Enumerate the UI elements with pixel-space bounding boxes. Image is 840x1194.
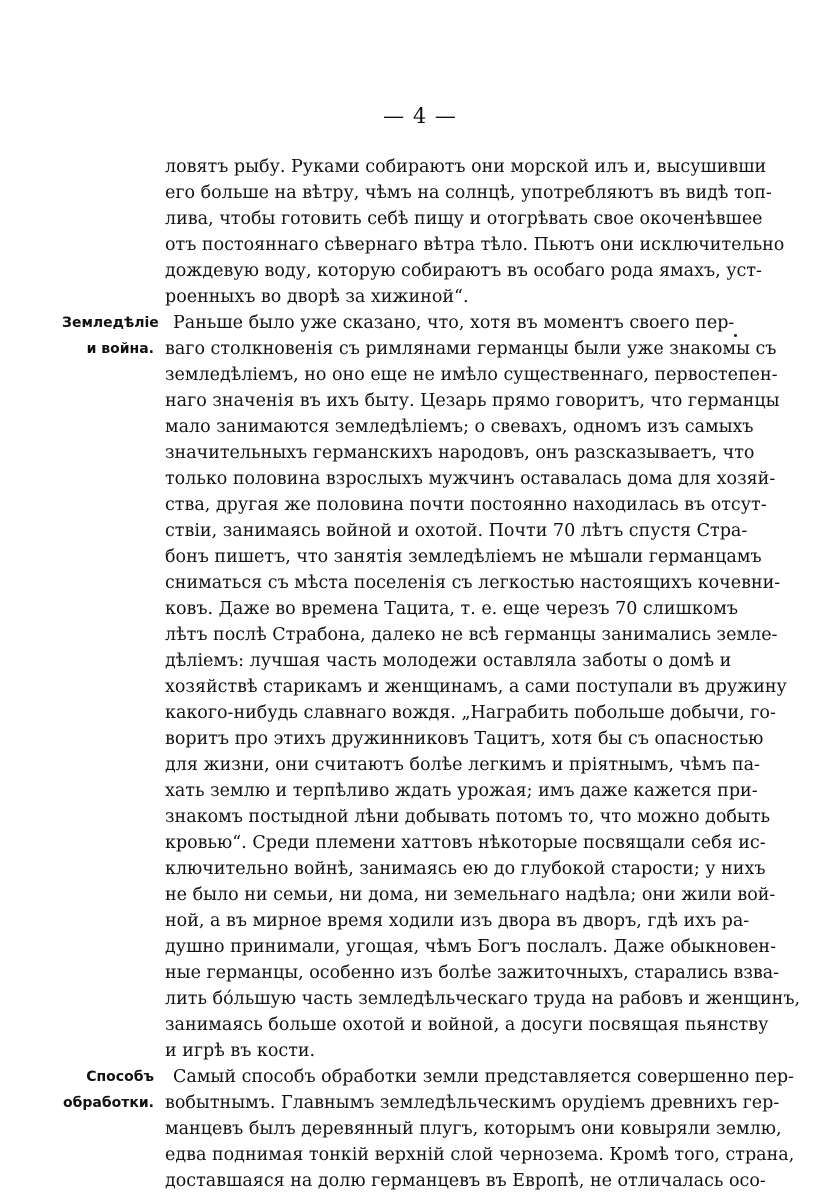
- text-line: занимаясь больше охотой и войной, а досуги посвящая пьянству: [165, 1015, 769, 1035]
- text-line: его больше на вѣтру, чѣмъ на солнцѣ, употребляютъ въ видѣ топ-: [165, 183, 772, 203]
- text-line: дѣліемъ: лучшая часть молодежи оставляла заботы о домѣ и: [165, 651, 732, 671]
- text-line: Раньше было уже сказано, что, хотя въ моментъ своего пер-: [173, 313, 735, 333]
- page-number: — 4 —: [383, 104, 457, 128]
- text-line: знакомъ постыдной лѣни добывать потомъ то, что можно добыть: [165, 807, 771, 827]
- text-line: значительныхъ германскихъ народовъ, онъ разсказываетъ, что: [165, 443, 755, 463]
- text-line: и игрѣ въ кости.: [165, 1041, 316, 1061]
- text-line: наго значенія въ ихъ быту. Цезарь прямо говоритъ, что германцы: [165, 391, 780, 411]
- margin-note-line: и война.: [86, 341, 154, 357]
- text-line: мало занимаются земледѣліемъ; о свевахъ, одномъ изъ самыхъ: [165, 417, 754, 437]
- text-line: хозяйствѣ старикамъ и женщинамъ, а сами поступали въ дружину: [165, 677, 787, 697]
- margin-note-line: Земледѣліе: [62, 315, 159, 331]
- text-line: манцевъ былъ деревянный плугъ, которымъ они ковыряли землю,: [165, 1119, 782, 1139]
- text-line: ные германцы, особенно изъ болѣе зажиточныхъ, старались взва-: [165, 963, 780, 983]
- text-line: ной, а въ мирное время ходили изъ двора въ дворъ, гдѣ ихъ ра-: [165, 911, 750, 931]
- text-line: лить бóльшую часть земледѣльческаго труда на рабовъ и женщинъ,: [165, 989, 801, 1009]
- text-line: сниматься съ мѣста поселенія съ легкостью настоящихъ кочевни-: [165, 573, 781, 593]
- text-line: едва поднимая тонкій верхній слой чернозема. Кромѣ того, страна,: [165, 1145, 795, 1165]
- text-line: душно принимали, угощая, чѣмъ Богъ послалъ. Даже обыкновен-: [165, 937, 777, 957]
- text-line: хать землю и терпѣливо ждать урожая; имъ даже кажется при-: [165, 781, 758, 801]
- text-line: ства, другая же половина почти постоянно находилась въ отсут-: [165, 495, 767, 515]
- margin-note-cultivation-method: [62, 1064, 154, 1116]
- margin-note-line: Способъ: [86, 1069, 154, 1085]
- text-line: для жизни, они считаютъ болѣе легкимъ и пріятнымъ, чѣмъ па-: [165, 755, 760, 775]
- margin-note-line: обработки.: [63, 1095, 154, 1111]
- text-line: лѣтъ послѣ Страбона, далеко не всѣ германцы занимались земле-: [165, 625, 778, 645]
- text-line: ловятъ рыбу. Руками собираютъ они морской илъ и, высушивши: [165, 157, 767, 177]
- text-line: ваго столкновенія съ римлянами германцы были уже знакомы съ: [165, 339, 777, 359]
- text-line: лива, чтобы готовить себѣ пищу и отогрѣвать свое окоченѣвшее: [165, 209, 763, 229]
- text-line: доставшаяся на долю германцевъ въ Европѣ, не отличалась осо-: [165, 1171, 766, 1191]
- margin-note-agriculture-war: [62, 310, 159, 362]
- text-line: вобытнымъ. Главнымъ земледѣльческимъ орудіемъ древнихъ гер-: [165, 1093, 780, 1113]
- ink-speck: [734, 334, 737, 337]
- text-line: кровью“. Среди племени хаттовъ нѣкоторые посвящали себя ис-: [165, 833, 766, 853]
- text-line: земледѣліемъ, но оно еще не имѣло существеннаго, первостепен-: [165, 365, 778, 385]
- text-line: какого-нибудь славнаго вождя. „Награбить побольше добычи, го-: [165, 703, 776, 723]
- text-line: отъ постояннаго сѣвернаго вѣтра тѣло. Пьютъ они исключительно: [165, 235, 785, 255]
- text-line: дождевую воду, которую собираютъ въ особаго рода ямахъ, уст-: [165, 261, 762, 281]
- text-line: не было ни семьи, ни дома, ни земельнаго надѣла; они жили вой-: [165, 885, 776, 905]
- text-line: ключительно войнѣ, занимаясь ею до глубокой старости; у нихъ: [165, 859, 766, 879]
- text-line: Самый способъ обработки земли представляется совершенно пер-: [173, 1067, 794, 1087]
- text-line: воритъ про этихъ дружинниковъ Тацитъ, хотя бы съ опасностью: [165, 729, 764, 749]
- text-line: ковъ. Даже во времена Тацита, т. е. еще черезъ 70 слишкомъ: [165, 599, 738, 619]
- text-line: только половина взрослыхъ мужчинъ оставалась дома для хозяй-: [165, 469, 776, 489]
- text-line: бонъ пишетъ, что занятія земледѣліемъ не мѣшали германцамъ: [165, 547, 762, 567]
- text-line: ствіи, занимаясь войной и охотой. Почти 70 лѣтъ спустя Стра-: [165, 521, 748, 541]
- text-line: роенныхъ во дворѣ за хижиной“.: [165, 287, 469, 307]
